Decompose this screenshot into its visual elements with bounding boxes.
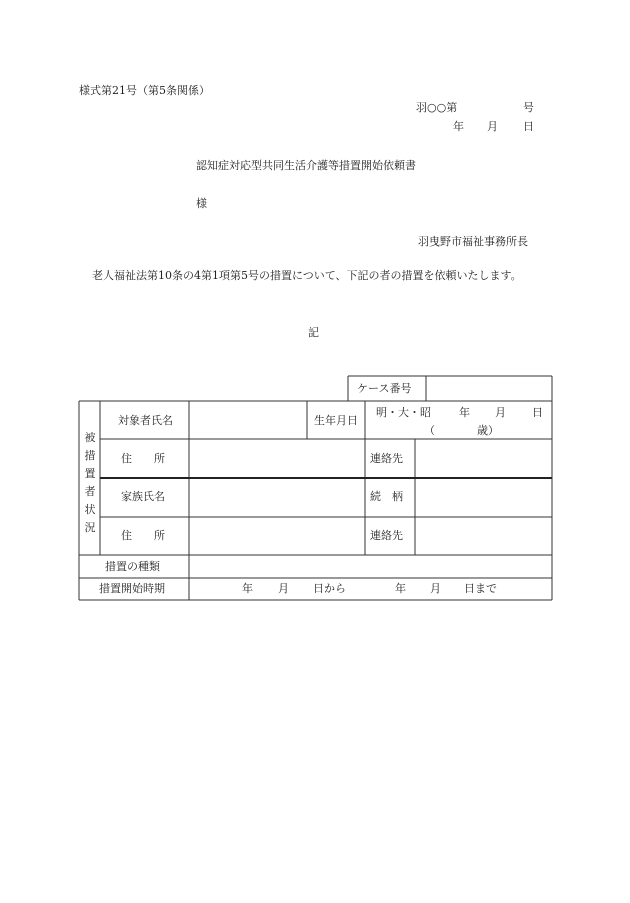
date-month-label: 月	[487, 120, 498, 133]
to-day-label: 日まで	[464, 582, 497, 595]
start-period-label: 措置開始時期	[99, 582, 165, 595]
measure-type-label: 措置の種類	[105, 560, 160, 573]
family-address-label: 住 所	[121, 529, 165, 542]
birth-month-label: 月	[495, 406, 506, 419]
subject-name-label: 対象者氏名	[118, 414, 173, 427]
date-year-label: 年	[453, 120, 464, 133]
sender-name: 羽曳野市福祉事務所長	[418, 235, 528, 248]
family-name-label: 家族氏名	[121, 490, 165, 503]
era-options[interactable]: 明・大・昭	[376, 406, 431, 419]
to-month-label: 月	[430, 582, 441, 595]
document-title: 認知症対応型共同生活介護等措置開始依頼書	[196, 159, 416, 172]
from-month-label: 月	[278, 582, 289, 595]
address-label: 住 所	[121, 452, 165, 465]
date-day-label: 日	[523, 120, 534, 133]
birth-date-label: 生年月日	[314, 414, 358, 427]
body-text: 老人福祉法第10条の4第1項第5号の措置について、下記の者の措置を依頼いたします。	[92, 269, 522, 282]
addressee-suffix: 様	[196, 197, 207, 210]
age-open-paren: （	[424, 424, 435, 437]
family-contact-label: 連絡先	[370, 529, 403, 542]
contact-label: 連絡先	[370, 452, 403, 465]
ki-heading: 記	[308, 326, 319, 339]
subject-name-input[interactable]	[194, 414, 302, 428]
form-number: 様式第21号（第5条関係）	[79, 84, 210, 97]
relation-label: 続 柄	[370, 490, 403, 503]
reference-number-suffix: 号	[523, 101, 534, 114]
to-year-label: 年	[395, 582, 406, 595]
age-unit-label: 歳）	[477, 424, 499, 437]
measure-type-input[interactable]	[194, 560, 544, 574]
birth-day-label: 日	[532, 406, 543, 419]
case-number-label: ケース番号	[357, 382, 412, 395]
birth-year-label: 年	[459, 406, 470, 419]
reference-number-prefix: 羽○○第	[416, 101, 458, 114]
section-label: 被措置者状況	[84, 431, 96, 534]
from-day-label: 日から	[313, 582, 346, 595]
from-year-label: 年	[242, 582, 253, 595]
